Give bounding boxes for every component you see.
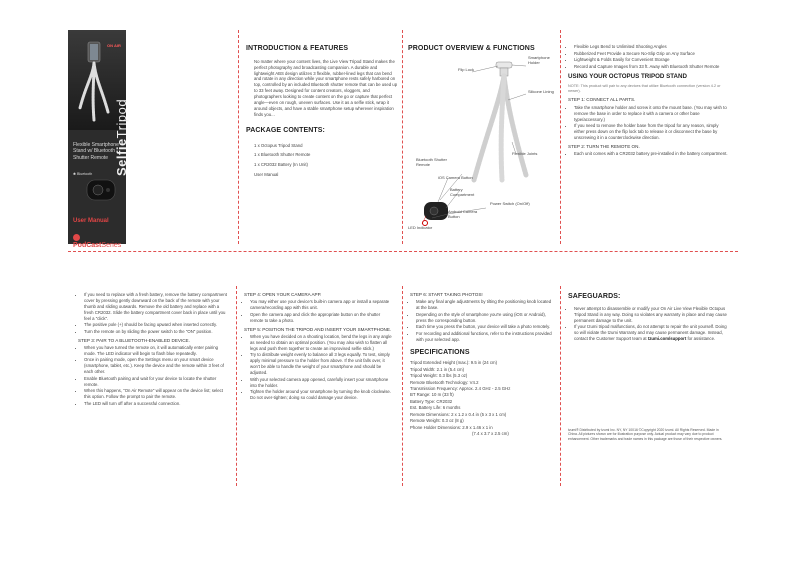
led-callout-circle [422,220,428,226]
spec-row: Remote Bluetooth Technology: V4.2 [410,379,479,385]
fold-line [402,286,403,486]
step-2-title: STEP 2: TURN THE REMOTE ON. [568,143,640,149]
fold-line [238,30,239,244]
list-item: • When you have decided on a shooting location, bend the legs in any angle as needed to obtain an optimal position. (You may also wish to flatten all legs and push them together to create an improvised selfie stick.) [250,334,394,352]
list-item: • The LED will turn off after a successful connection. [84,401,228,407]
list-item: • The positive pole (+) should be facing upward when inserted correctly. [84,322,228,328]
label-battery-compartment: Battery Compartment [450,187,475,197]
features-list [568,44,728,69]
user-manual-label: User Manual [73,218,109,224]
bluetooth-label: ✱ Bluetooth [73,172,93,176]
fold-line [402,30,403,244]
step-2-list [568,151,728,157]
label-ios-button: iOS Camera Button [438,175,473,180]
list-item: • With your selected camera app opened, carefully insert your smartphone into the holder. [250,377,394,389]
bluetooth-note: NOTE: This product will pair to any devices that utilize Bluetooth connection (version 4.2 or newer). [568,84,721,94]
support-link[interactable]: tzumi.com/support [647,335,687,341]
list-item: • If your tzumi tripod malfunctions, do not attempt to repair the unit yourself. Doing so will violate the tzumi Warranty and may cause permanent damage. Instead, contact the Customer Support team at tzumi.com/support for assistance. [574,324,728,342]
list-item: • Depending on the style of smartphone you're using (iOS or Android), press the corresponding button. [416,312,554,324]
step-1-title: STEP 1: CONNECT ALL PARTS. [568,97,636,103]
list-item: • Take the smartphone holder and screw it onto the mount base. (You may wish to remove the base in order to replace it with a camera or other base type/accessory.) [574,105,728,123]
intro-body: No matter where your content lives, the Live View Tripod Stand makes the perfect photography and broadcasting companion. A durable and lightweight ABS design utilizes 3 flexible, rubber-lined legs that can bend and rotate in any direction while your smartphone rests safely harbored on top, controlled by an included Bluetooth shutter remote that can be used up to 33 feet away. Designed for content creators, vloggers, and photographers looking to create content on the go or capture that perfect angle—even on rough, uneven surfaces. Use it as a selfie stick, wrap it around objects, and have a stable smartphone setup wherever inspiration finds you... [254,58,398,117]
battery-list [78,292,228,335]
on-air-badge: ON AIR [107,43,121,48]
list-item: User Manual [254,172,279,178]
safeguards-list [568,306,728,342]
spec-row: Est. Battery Life: 6 months [410,405,461,411]
label-android-button: Android Camera Button [448,209,478,219]
intro-column [246,44,398,180]
list-item: • Make any final angle adjustments by tilting the positioning knob located at the base. [416,299,554,311]
list-item: • If you need to remove the holder base from the tripod for any reason, simply either press down on the flip lock tab to release it or disconnect the base by unscrewing it in a counterclockwise direction. [574,123,728,141]
fold-line [560,286,561,486]
list-item: • Enable Bluetooth pairing and wait for your device to locate the shutter remote. [84,376,228,388]
list-item: • Tighten the holder around your smartphone by turning the knob clockwise. Do not over-tighten; doing so could damage your device. [250,389,394,401]
spec-row: Battery Type: CR2032 [410,398,453,404]
list-item: • When this happens, "On Air Remote" will appear on the device list; select this option. Follow the prompt to pair the remote. [84,388,228,400]
step-6-list [410,299,554,342]
spec-row: Tripod Width: 2.1 in (5.4 cm) [410,366,465,372]
camera-column [244,292,394,401]
product-overview-diagram [408,30,558,244]
list-item: • Once in pairing mode, open the Settings menu on your smart device (smartphone, tablet, etc.). Keep the device and the remote within 3 feet of each other. [84,357,228,375]
pairing-column [78,292,228,407]
using-heading: USING YOUR OCTOPUS TRIPOD STAND [568,73,687,81]
brand-logo: PodCastSeries [73,234,126,249]
list-item: • For recording and additional functions, refer to the instructions provided with your selected app. [416,331,554,343]
list-item: • Flexible Legs Bend to Unlimited Shooting Angles [574,44,728,50]
fold-line [236,286,237,486]
fold-line [560,30,561,244]
list-item: • You may either use your device's built-in camera app or install a separate camera/recording app with this unit. [250,299,394,311]
list-item: • If you need to replace with a fresh battery, remove the battery compartment cover by pressing gently downward on the back of the remote with your thumb and sliding outwards. Remove the old battery and replace with a fresh CR2032. Slide the battery compartment cover back in place until you feel a "click". [84,292,228,322]
remote-icon [86,178,116,202]
step-1-list [568,105,728,141]
specs-list [410,360,554,437]
cover-panel [68,30,129,249]
overview-heading: PRODUCT OVERVIEW & FUNCTIONS [408,45,535,52]
list-item: • When you have turned the remote on, it will automatically enter pairing mode. The LED indicator will begin to flash blue repeatedly. [84,345,228,357]
spec-row: Transmission Frequency: Approx. 2.4 GHz - 2.5 GHz [410,385,511,391]
spec-row: Tripod Extended Height (max.): 9.5 in (24 cm) [410,360,498,366]
bluetooth-icon: ✱ [73,172,77,176]
cover-title: SelfieTripod [114,98,129,176]
list-item: • Never attempt to disassemble or modify your On Air Live View Flexible Octopus Tripod Stand in any way. Doing so violates any warranty in place and may cause permanent damage to the unit. [574,306,728,324]
label-led-indicator: LED Indicator [408,225,433,230]
spec-row: BT Range: 10 m (33 ft) [410,392,454,398]
step-4-list [244,299,394,323]
spec-row: (7.4 x 3.7 x 2.5 cm) [472,431,509,437]
spec-row: Tripod Weight: 0.3 lbs (5.3 oz) [410,373,468,379]
list-item: 1 x CR2032 Battery (In Unit) [254,162,308,168]
fold-line [68,251,738,252]
label-power-switch: Power Switch (On/Off) [490,201,530,206]
intro-heading: INTRODUCTION & FEATURES [246,45,349,52]
list-item: • Lightweight & Folds Easily for Convenient Storage [574,57,728,63]
usage-column [568,44,728,158]
legal-notice: tzumi® Distributed by tzumi Inc. NY, NY 10016 ©Copyright 2020 tzumi. All Rights Reserved. Made in China. All pictures shown are for illustration purpose only. Actual product may vary due to product enhancement. Other trademarks and trade names in this package are those of their respective owners. [568,427,723,441]
list-item: • Record and Capture Images from 33 ft. Away with Bluetooth Shutter Remote [574,64,728,70]
step-4-title: STEP 4: OPEN YOUR CAMERA APP. [244,292,322,297]
specs-column [410,292,554,437]
label-flexible-joints: Flexible Joints [512,151,538,156]
list-item: • Each unit comes with a CR2032 battery pre-installed in the battery compartment. [574,151,728,157]
manual-sheet-front [68,30,738,249]
contents-heading: PACKAGE CONTENTS: [246,126,325,134]
step-5-list [244,334,394,401]
list-item: • Rubberized Feet Provide a Secure No-Slip Grip on Any Surface [574,51,728,57]
label-smartphone-holder: Smartphone Holder [528,55,550,65]
cover-subtitle: Flexible Smartphone Stand w/ Bluetooth Shutter Remote [73,142,119,161]
step-6-title: STEP 6: START TAKING PHOTOS! [410,292,483,297]
safeguards-column [568,292,728,442]
list-item: • Try to distribute weight evenly to balance all 3 legs equally. To test, simply apply minimal pressure to the holder from above. If the unit falls over, it won't be able to handle the weight of your smartphone and should be adjusted. [250,352,394,376]
spec-row: Remote Dimensions: 2 x 1.2 x 0.4 in (5 x 3 x 1 cm) [410,411,507,417]
step-3-list [78,345,228,407]
label-silicone-lining: Silicone Lining [528,89,554,94]
step-3-title: STEP 3: PAIR TO A BLUETOOTH-ENABLED DEVICE. [78,337,190,343]
podcast-icon [73,234,80,241]
manual-sheet-back [68,286,738,486]
list-item: • Each time you press the button, your device will take a photo remotely. [416,324,554,330]
list-item: • Open the camera app and click the appropriate button on the shutter remote to take a photo. [250,312,394,324]
list-item: • Turn the remote on by sliding the power switch to the "ON" position. [84,329,228,335]
list-item: 1 x Bluetooth Shutter Remote [254,152,311,158]
label-flip-lock: Flip Lock [458,67,475,72]
specs-heading: SPECIFICATIONS [410,348,470,356]
list-item: 1 x Octopus Tripod Stand [254,142,303,148]
label-shutter-remote: Bluetooth Shutter Remote [416,157,447,167]
spec-row: Phone Holder Dimensions: 2.9 x 1.46 x 1 in [410,424,493,430]
contents-list [246,141,398,181]
step-5-title: STEP 5: POSITION THE TRIPOD AND INSERT YOUR SMARTPHONE. [244,326,392,332]
spec-row: Remote Weight: 0.3 oz (8 g) [410,418,464,424]
safeguards-heading: SAFEGUARDS: [568,293,621,300]
